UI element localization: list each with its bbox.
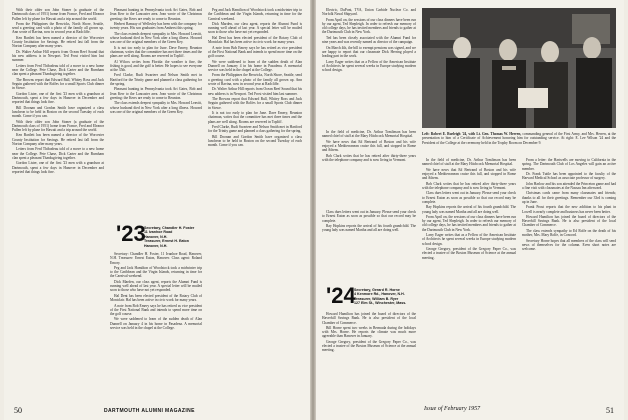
paragraph: A note from Bob Emery says he has retired as vice president of the First National Bank and intends to spend more time on the golf course. xyxy=(110,303,202,316)
page-number-left: 50 xyxy=(14,406,22,415)
paragraph: We were saddened to learn of the sudden death of Alan Dunnell on January 4 in his home in Pasadena. A memorial service was held in the chapel at the College. xyxy=(208,59,302,72)
right-page xyxy=(316,0,624,420)
paragraph: Christmas cards came from many classmates and friends; thanks to all for their greetings. Remember our 33rd is coming up in June. xyxy=(522,191,616,204)
paragraph: Ken Bartlett has been named a director of the Worcester County Institution for Savings. He retired last fall from the Norton Company after many years. xyxy=(12,35,104,49)
paragraph: Fred Clarke, Rudi Swarteer and Nelson Smith met in Hartford for the Trinity game and planned a class gathering for the spring. xyxy=(110,73,202,86)
paragraph: The class extends deepest sympathy to Mrs. Howard Leavitt, whose husband died in New York after a long illness. Howard was one of the original members of the Green Key. xyxy=(110,31,202,45)
paragraph: George Gregory, president of the Gregory Paper Co., was elected a trustee of the Boston Museum of Science at the annual meeting. xyxy=(322,339,416,353)
paragraph: Dick Marden, our class agent, reports the Alumni Fund is running well ahead of last year. A special letter will be mailed soon to those who have not yet responded. xyxy=(110,279,202,293)
paragraph: It is not too early to plan for June. Dave Emery, Reunion chairman, writes that the committee has met three times and the plans are well along. Rooms are reserved in Topliff. xyxy=(110,45,202,59)
paragraph: Ted has been closely associated with the Alumni Fund for nine years and was recently named as director of the campaign. xyxy=(322,35,416,45)
caption-body: commanding general of the First Army, and Mrs. Herren, at the presentation to him of a Certificate of Achievement honoring him for outstanding service. At right: E. Lee Wilson '24 and the President of the College at the ceremony held in the Trophy Room on December 9. xyxy=(422,132,616,145)
paragraph: Fred Clarke, Rudi Swarteer and Nelson Smith met in Hartford for the Trinity game and planned a class gathering for the spring. xyxy=(208,124,302,134)
paragraph: Dick Marden, our class agent, reports the Alumni Fund is running well ahead of last year. A special letter will be mailed soon to those who have not yet responded. xyxy=(208,21,302,35)
paragraph: Larry Eager writes that as a Fellow of the American Institute of Architects he spent several weeks in Europe studying modern school design. xyxy=(322,59,416,72)
column-2-continued xyxy=(110,252,202,402)
caption-lead: Left: Robert E. Burleigh '24, with Lt. Gen. Thomas W. Herren, xyxy=(422,132,522,136)
officer-line: 4 Kenmore Rd., Hanover, N.H. xyxy=(354,292,405,297)
paragraph: Ken Bartlett has been named a director of the Worcester County Institution for Savings. He retired last fall from the Norton Company after many years. xyxy=(12,133,104,146)
paragraph: The Browns report that Edward Ball, Whitey Ross and Jack Seguin gathered with the Rolfes for a small Sports Club dinner in Stowe. xyxy=(208,97,302,110)
paragraph: Class dues letters went out in January. Please send your check to Ernest Eaton as soon as possible so that our record may be complete. xyxy=(322,210,416,223)
class-year-heading: '23 xyxy=(116,221,146,246)
photo-caption xyxy=(422,132,616,145)
paragraph: In the field of medicine, Dr. Arthur Tomlinson has been named chief of staff at the Mary Hitchcock Memorial Hospital. xyxy=(422,158,516,167)
paragraph: Bob Clark writes that he has retired after thirty-three years with the telephone company and is now living in Vermont. xyxy=(422,181,516,190)
paragraph: Class dues letters went out in January. Please send your check to Ernest Eaton as soon as possible so that our record may be complete. xyxy=(422,191,516,204)
paragraph: Secretary: Chandler H. Foster, 11 Ivanhoe Road, Hanover, N.H. Treasurer: Ernest Eaton, Hanover. Class agent: Roland Emory. xyxy=(110,252,202,265)
paragraph: It is not too early to plan for June. Dave Emery, Reunion chairman, writes that the committee has met three times and the plans are well along. Rooms are reserved in Topliff. xyxy=(208,111,302,124)
paragraph: The class extends deepest sympathy to Mrs. Howard Leavitt, whose husband died in New York after a long illness. Howard was one of the original members of the Green Key. xyxy=(110,101,202,114)
paragraph: Dr. Walter Arthur Hill reports from Ocean Reef Sound that his new address is in Newport. Ted Frost visited him last summer. xyxy=(12,49,104,63)
paragraph: From a letter: the Hartwells are moving to California in the spring. The Dartmouth Club of Los Angeles will gain an active member. xyxy=(522,158,616,171)
paragraph: Ray Hopkins reports the arrival of his fourth grandchild. The young lady was named Martha and all are doing well. xyxy=(422,205,516,214)
paragraph: Electric, DuPont, TVA, Union Carbide Nuclear Co. and Norfolk Naval Shipyard. xyxy=(322,8,416,17)
column-2 xyxy=(110,8,202,218)
paragraph: Gordon Lister, one of the first '23 men with a grandson at Dartmouth, spent a few days in Hanover in December and reported that things look fine. xyxy=(12,91,104,105)
paragraph: With their older son John Stoner (a graduate of the Dartmouth class of 1951) home from France, Fred and Eleanor Pullen left by plane for Hawaii and a trip around the world. xyxy=(12,8,104,21)
paragraph: In the field of medicine, Dr. Arthur Tomlinson has been named chief of staff at the Mary Hitchcock Memorial Hospital. xyxy=(322,130,416,139)
paragraph: Howard Hamilton has joined the board of directors of the Haverhill Savings Bank. He is also president of the local Chamber of Commerce. xyxy=(522,214,616,228)
paragraph: Bill Doonan and Gordon Smith have organized a class luncheon to be held in Boston on the second Tuesday of each month. Come if you can. xyxy=(208,134,302,148)
officer-line: Hanover, N.H. xyxy=(144,243,168,248)
paragraph: Hal Dent has been elected president of the Rotary Club of Montclair. Hal has been active in civic work for many years. xyxy=(208,35,302,45)
magazine-title-footer: DARTMOUTH ALUMNI MAGAZINE xyxy=(104,408,195,414)
paragraph: We were saddened to learn of the sudden death of Alan Dunnell on January 4 in his home in Pasadena. A memorial service was held in the chapel at the College. xyxy=(110,317,202,330)
paragraph: Ray Hopkins reports the arrival of his fourth grandchild. The young lady was named Martha and all are doing well. xyxy=(322,223,416,233)
paragraph: We have news that Ed Bertrand of Boston and his wife enjoyed a Mediterranean cruise this fall, and stopped in Rome and Athens. xyxy=(422,167,516,181)
photo-illustration xyxy=(422,8,616,128)
paragraph: The class extends sympathy to Ed Rolfe on the death of his mother, Mrs. Mary Rolfe, in Concord. xyxy=(522,228,616,238)
officer-line: Secretary, Gerard R. Horne xyxy=(354,288,400,292)
paragraph: Herbert Ramsay of Wellesley has been with the company for twenty years. His son graduates from Amherst this spring. xyxy=(110,21,202,31)
paragraph: A note from Bob Emery says he has retired as vice president of the First National Bank and intends to spend more time on the golf course. xyxy=(208,45,302,59)
paragraph: We have news that Ed Bertrand of Boston and his wife enjoyed a Mediterranean cruise this fall, and stopped in Rome and Athens. xyxy=(322,139,416,153)
issue-date-footer: Issue of February 1957 xyxy=(424,406,481,412)
paragraph: From April on, the sessions of our class dinners have been run by our agent, Ted Shepleigh. In order to refresh our memory of old college days, he has invited members and friends to gather at the Dartmouth Club in New York. xyxy=(322,17,416,35)
paragraph: Pheasant hunting in Pennsylvania took Art Gates, Bob and Jean Kerr to the Lancaster area. Jean wrote of the Christmas greeting: the Kerrs are ready to come to Reunion. xyxy=(110,8,202,21)
officer-line: Treasurer, Ernest H. Eaton xyxy=(144,239,189,244)
paragraph: Hal Dent has been elected president of the Rotary Club of Montclair. Hal has been active in civic work for many years. xyxy=(110,293,202,303)
paragraph: Larry Eager writes that as a Fellow of the American Institute of Architects he spent several weeks in Europe studying modern school design. xyxy=(422,233,516,246)
paragraph: On March 4th, the bill to exempt pensions was signed, and we are happy to report that our classmate Dick Herring played a leading part in the work. xyxy=(322,45,416,59)
paragraph: The Browns report that Edward Ball, Whitey Ross and Jack Seguin gathered with the Rolfes for a small Sports Club dinner in Stowe. xyxy=(12,77,104,91)
ceremony-photo xyxy=(422,8,616,128)
paragraph: From the Philippines the Berwicks, North Shore, Seattle, send a greeting card with a photo of the family all grown up. Ann wrote of Ravina, now in second year at Radcliffe. xyxy=(12,21,104,35)
paragraph: Letters from Ferd Thibodeau told of a move to a new home near the College. Pete Chase, Dick Carter and the Burnham clan spent a pleasant Thanksgiving together. xyxy=(12,147,104,160)
paragraph: Bob Clark writes that he has retired after thirty-three years with the telephone company and is now living in Vermont. xyxy=(322,153,416,162)
paragraph: With their older son John Stoner (a graduate of the Dartmouth class of 1951) home from France, Fred and Eleanor Pullen left by plane for Hawaii and a trip around the world. xyxy=(12,119,104,132)
column-1 xyxy=(12,8,104,402)
paragraph: Bill Doonan and Gordon Smith have organized a class luncheon to be held in Boston on the second Tuesday of each month. Come if you can. xyxy=(12,105,104,119)
officer-line: 127 Elm St., Winchester, Mass. xyxy=(354,301,407,306)
paragraph: Al Wilcox writes from Florida: the weather is fine, the fishing is good, and the golf is better. He hopes to see everyone at the 35th. xyxy=(110,59,202,72)
paragraph: Frank Prout reports that the new addition to his plant in Lowell is nearly complete and business has never been better. xyxy=(522,205,616,214)
class-year-heading: '24 xyxy=(326,283,356,308)
paragraph: Howard Hamilton has joined the board of directors of the Haverhill Savings Bank. He is also president of the local Chamber of Commerce. xyxy=(322,312,416,325)
column-5 xyxy=(422,158,516,402)
paragraph: Dr. Frank Tuttle has been appointed to the faculty of the Harvard Medical School as associate professor of surgery. xyxy=(522,171,616,181)
paragraph: Peg and Jack Hamilton of Woodstock took a midwinter trip to the Caribbean and the Virgin Islands, returning in time for the Carnival weekend. xyxy=(208,8,302,21)
officer-line: Treasurer, William B. Ryer xyxy=(354,296,399,301)
left-page xyxy=(4,0,310,420)
class-officers xyxy=(354,288,416,306)
page-number-right: 51 xyxy=(606,406,614,415)
officer-line: Hanover, N.H. xyxy=(144,234,168,239)
paragraph: Bill Horne spent two weeks in Bermuda during the holidays with Mrs. Horne. He reports the climate was much more agreeable than Hanover in January. xyxy=(322,325,416,339)
officer-line: 11 Ivanhoe Road xyxy=(144,230,173,235)
paragraph: Pheasant hunting in Pennsylvania took Art Gates, Bob and Jean Kerr to the Lancaster area. Jean wrote of the Christmas greeting: the Kerrs are ready to come to Reunion. xyxy=(110,87,202,100)
paragraph: Gordon Lister, one of the first '23 men with a grandson at Dartmouth, spent a few days in Hanover in December and reported that things look fine. xyxy=(12,161,104,174)
column-4 xyxy=(322,8,416,126)
column-6 xyxy=(522,158,616,402)
class-officers xyxy=(144,226,204,248)
column-3 xyxy=(208,8,302,402)
column-4-bottom xyxy=(322,312,416,402)
paragraph: Letters from Ferd Thibodeau told of a move to a new home near the College. Pete Chase, Dick Carter and the Burnham clan spent a pleasant Thanksgiving together. xyxy=(12,63,104,77)
paragraph: Secretary Horne hopes that all members of the class will send news of themselves for the column. Even short notes are welcome. xyxy=(522,238,616,252)
column-4-continued xyxy=(322,130,416,208)
paragraph: John Harlow and his son attended the Princeton game and had a fine visit with classmates at the Nassau Inn afterward. xyxy=(522,181,616,190)
paragraph: From the Philippines the Berwicks, North Shore, Seattle, send a greeting card with a photo of the family all grown up. Ann wrote of Ravina, now in second year at Radcliffe. xyxy=(208,73,302,86)
officer-line: Secretary, Chandler H. Foster xyxy=(144,226,195,230)
paragraph: From April on, the sessions of our class dinners have been run by our agent, Ted Shepleigh. In order to refresh our memory of old college days, he has invited members and friends to gather at the Dartmouth Club in New York. xyxy=(422,214,516,232)
paragraph: Dr. Walter Arthur Hill reports from Ocean Reef Sound that his new address is in Newport. Ted Frost visited him last summer. xyxy=(208,87,302,96)
paragraph: Peg and Jack Hamilton of Woodstock took a midwinter trip to the Caribbean and the Virgin Islands, returning in time for the Carnival weekend. xyxy=(110,265,202,279)
paragraph: George Gregory, president of the Gregory Paper Co., was elected a trustee of the Boston Museum of Science at the annual meeting. xyxy=(422,247,516,260)
column-4-lower xyxy=(322,210,416,280)
